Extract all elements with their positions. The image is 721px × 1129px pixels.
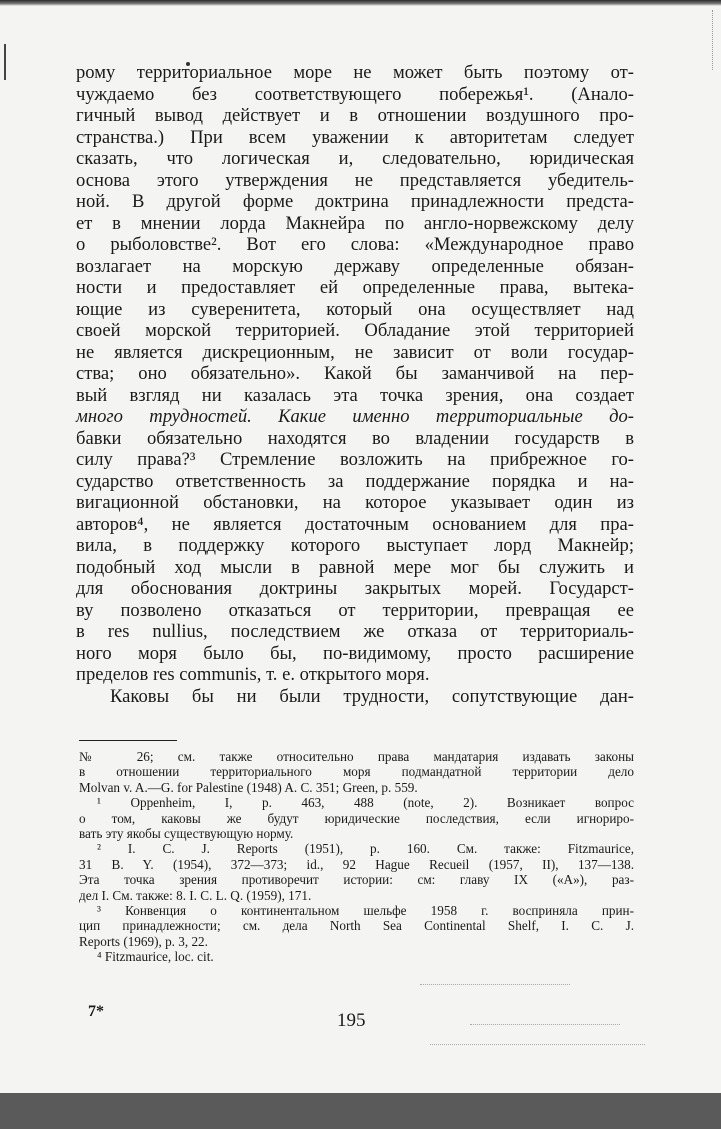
text-line: основа этого утверждения не представляется убедитель-	[76, 169, 634, 191]
footnote-line: цип принадлежности; см. дела North Sea Continental Shelf, I. C. J.	[79, 918, 634, 934]
scan-speckle	[430, 1044, 645, 1046]
scan-edge-top	[0, 0, 721, 6]
text-line: сударство ответственность за поддержание порядка и на-	[76, 470, 634, 492]
scan-speckle	[420, 984, 570, 986]
text-line: подобный ход мысли в равной мере мог бы служить и	[76, 556, 634, 578]
text-line: о рыболовстве². Вот его слова: «Международное право	[76, 234, 634, 255]
scan-edge-bottom	[0, 1093, 721, 1129]
footnote-line: 31 B. Y. (1954), 372—373; id., 92 Hague Recueil (1957, II), 137—138.	[79, 856, 634, 872]
text-line: вигационной обстановки, на которое указывает один из	[76, 492, 634, 513]
text-line: для обоснования доктрины закрытых морей. Государст-	[76, 578, 634, 599]
footnote-line: Reports (1969), p. 3, 22.	[79, 933, 208, 949]
footnote-line: в отношении территориального моря подмандатной территории дело	[79, 764, 634, 780]
footnote-rule	[79, 740, 177, 741]
text-line: сказать, что логическая и, следовательно, юридическая	[76, 148, 634, 169]
footnote-line: Эта точка зрения противоречит истории: см: главу IX («A»), раз-	[79, 872, 634, 888]
text-line: ного моря было бы, по-видимому, просто расширение	[76, 642, 634, 664]
text-line: вила, в поддержку которого выступает лорд Макнейр;	[76, 535, 634, 556]
footnote-line: ² I. C. J. Reports (1951), p. 160. См. также: Fitzmaurice,	[97, 841, 634, 857]
text-line: своей морской территорией. Обладание этой территорией	[76, 320, 634, 341]
text-line: бавки обязательно находятся во владении государств в	[76, 427, 634, 449]
text-line: ства; оно обязательно». Какой бы заманчивой на пер-	[76, 363, 634, 384]
text-line: гичный вывод действует и в отношении воздушного про-	[76, 105, 634, 126]
text-line: ной. В другой форме доктрина принадлежности предста-	[76, 191, 634, 212]
scan-speckle	[712, 10, 719, 70]
footnote-line: дел I. См. также: 8. I. C. L. Q. (1959), 171.	[79, 887, 312, 903]
text-line: чуждаемо без соответствующего побережья¹. (Анало-	[76, 83, 634, 105]
text-line: не является дискреционным, не зависит от воли государ-	[76, 341, 634, 363]
footnote-line: ¹ Oppenheim, I, p. 463, 488 (note, 2). Возникает вопрос	[97, 795, 634, 811]
text-line: рому территориальное море не может быть поэтому от-	[76, 62, 634, 83]
text-line: ности и предоставляет ей определенные права, вытека-	[76, 277, 634, 298]
footnote-line: вать эту якобы существующую норму.	[79, 826, 294, 842]
text-line: ет в мнении лорда Макнейра по англо-норвежскому делу	[76, 212, 634, 234]
footnotes	[79, 749, 634, 965]
page-number: 195	[337, 1010, 366, 1031]
footnote-line: № 26; см. также относительно права мандатария издавать законы	[79, 749, 634, 764]
scan-speckle	[470, 1024, 620, 1026]
signature-mark: 7*	[88, 1003, 104, 1020]
footnote-line: о том, каковы же будут юридические последствия, если игнориро-	[79, 810, 634, 826]
footnote-line: Molvan v. A.—G. for Palestine (1948) A. C. 351; Green, p. 559.	[79, 779, 418, 795]
text-line: в res nullius, последствием же отказа от территориаль-	[76, 621, 634, 642]
text-line: пределов res communis, т. е. открытого моря.	[76, 664, 430, 685]
text-line: странства.) При всем уважении к авторитетам следует	[76, 126, 634, 148]
text-line: возлагает на морскую державу определенные обязан-	[76, 255, 634, 277]
text-line: силу права?³ Стремление возложить на прибрежное го-	[76, 449, 634, 470]
footnote-line: ³ Конвенция о континентальном шельфе 1958 г. восприняла прин-	[97, 903, 634, 919]
text-line: Каковы бы ни были трудности, сопутствующие дан-	[110, 685, 634, 707]
text-line: ву позволено отказаться от территории, превращая ее	[76, 599, 634, 621]
main-text	[76, 62, 634, 707]
margin-mark	[4, 60, 6, 80]
text-line: много трудностей. Какие именно территориальные до-	[76, 406, 634, 427]
footnote-line: ⁴ Fitzmaurice, loc. cit.	[97, 949, 214, 965]
text-line: авторов⁴, не является достаточным основанием для пра-	[76, 513, 634, 535]
text-line: вый взгляд ни казалась эта точка зрения, она создает	[76, 384, 634, 406]
text-line: ющие из суверенитета, который она осуществляет над	[76, 298, 634, 320]
